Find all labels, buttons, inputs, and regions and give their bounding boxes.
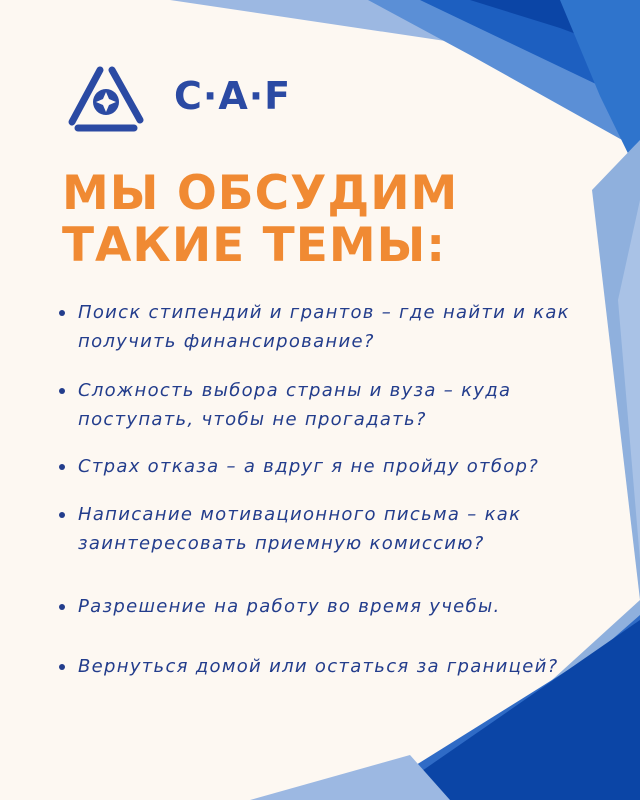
headline bbox=[62, 168, 458, 272]
list-item: Страх отказа – а вдруг я не пройду отбор? bbox=[56, 452, 598, 481]
list-item: Сложность выбора страны и вуза – куда поступать, чтобы не прогадать? bbox=[56, 376, 598, 434]
bg-shape-bottom-strip bbox=[250, 755, 450, 800]
list-item: Вернуться домой или остаться за границей? bbox=[56, 652, 598, 681]
headline-line-2: ТАКИЕ ТЕМЫ: bbox=[62, 218, 447, 273]
caf-logo-icon bbox=[64, 62, 148, 132]
list-item: Написание мотивационного письма – как заинтересовать приемную комиссию? bbox=[56, 500, 598, 558]
list-item: Поиск стипендий и грантов – где найти и как получить финансирование? bbox=[56, 298, 598, 356]
brand-name: C·A·F bbox=[174, 74, 292, 118]
headline-line-1: МЫ ОБСУДИМ bbox=[62, 166, 459, 221]
list-item: Разрешение на работу во время учебы. bbox=[56, 592, 598, 621]
